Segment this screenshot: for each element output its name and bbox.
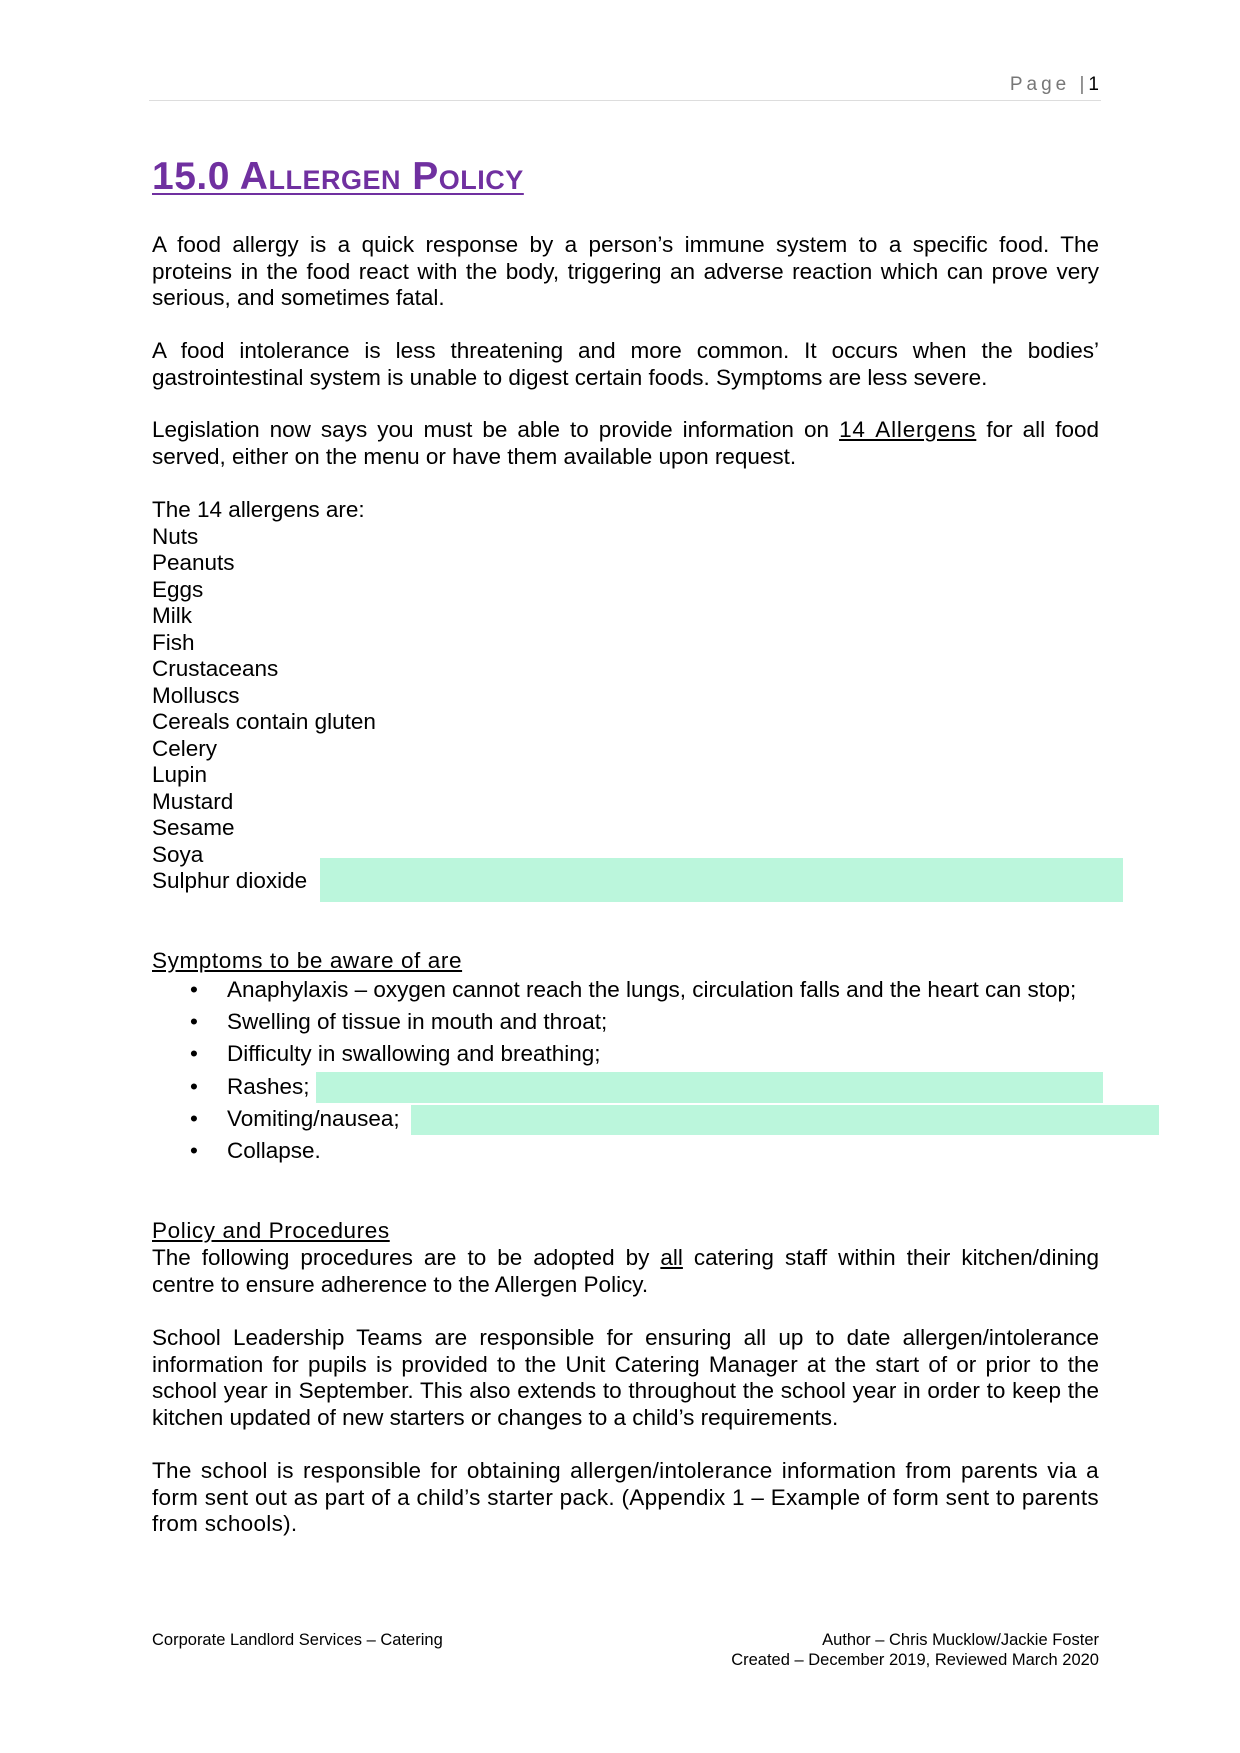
list-item: Fish <box>152 629 195 655</box>
list-item-text: Rashes; <box>227 1073 310 1099</box>
list-item-text: Collapse. <box>227 1137 321 1163</box>
allergen-list <box>152 497 376 895</box>
paragraph-intolerance: A food intolerance is less threatening and more common. It occurs when the bodies’ gastrointestinal system is unable to digest certain foods. Symptoms are less severe. <box>152 338 1099 390</box>
list-item: Soya <box>152 841 204 867</box>
legislation-text: Legislation now says you must be able to provide information on <box>152 417 840 442</box>
footer-left: Corporate Landlord Services – Catering <box>152 1631 443 1649</box>
bullet-icon: • <box>190 1137 198 1163</box>
list-item-text: Vomiting/nausea; <box>227 1105 400 1131</box>
list-item: Cereals contain gluten <box>152 709 376 734</box>
page-number <box>1010 74 1099 96</box>
list-item: Sesame <box>152 815 235 840</box>
list-item-text: Anaphylaxis – oxygen cannot reach the lungs, circulation falls and the heart can stop; <box>227 977 1077 1002</box>
highlight-block <box>411 1105 1159 1135</box>
allergens-link[interactable]: 14 Allergens <box>839 417 977 442</box>
list-item: Lupin <box>152 762 208 787</box>
page-label: Page | <box>1009 74 1089 95</box>
list-item-text: Difficulty in swallowing and breathing; <box>227 1041 601 1067</box>
allergen-intro: The 14 allergens are: <box>152 497 365 522</box>
header-rule <box>149 100 1101 101</box>
list-item: Peanuts <box>152 550 235 575</box>
list-item: Celery <box>152 735 218 761</box>
paragraph-legislation <box>152 417 1099 470</box>
bullet-icon: • <box>190 1041 198 1067</box>
bullet-icon: • <box>190 1073 198 1099</box>
footer-right <box>731 1631 1099 1670</box>
bullet-icon: • <box>190 977 198 1002</box>
procedures-text: The following procedures are to be adopted by <box>152 1245 661 1270</box>
symptoms-heading: Symptoms to be aware of are <box>152 948 463 973</box>
page-title: 15.0 Allergen Policy <box>152 155 524 198</box>
list-item: Molluscs <box>152 682 240 708</box>
list-item: Nuts <box>152 523 199 549</box>
list-item: Milk <box>152 603 192 628</box>
paragraph-allergy: A food allergy is a quick response by a person’s immune system to a specific food. The proteins in the food react with the body, triggering an adverse reaction which can prove very serious, and sometimes fatal. <box>152 232 1099 310</box>
paragraph-school: The school is responsible for obtaining allergen/intolerance information from parents via a form sent out as part of a child’s starter pack. (Appendix 1 – Example of form sent to parents from schools). <box>152 1458 1099 1536</box>
footer-created: Created – December 2019, Reviewed March 2020 <box>731 1650 1099 1669</box>
list-item: Eggs <box>152 576 204 602</box>
highlight-block <box>316 1072 1103 1103</box>
procedures-text-end: catering staff within their kitchen/dining centre to ensure adherence to the Allergen Policy. <box>152 1245 1099 1297</box>
list-item-text: Swelling of tissue in mouth and throat; <box>227 1009 608 1035</box>
footer-author: Author – Chris Mucklow/Jackie Foster <box>822 1631 1099 1649</box>
legislation-text-end: for all food served, either on the menu or have them available upon request. <box>152 417 1099 469</box>
list-item: Sulphur dioxide <box>152 868 308 893</box>
list-item: Mustard <box>152 788 234 814</box>
highlight-block <box>320 858 1123 902</box>
list-item: Crustaceans <box>152 656 279 681</box>
policy-heading: Policy and Procedures <box>152 1218 390 1243</box>
paragraph-procedures <box>152 1245 1099 1298</box>
paragraph-leadership: School Leadership Teams are responsible for ensuring all up to date allergen/intolerance information for pupils is provided to the Unit Catering Manager at the start of or prior to the school year in September. This also extends to throughout the school year in order to keep the kitchen updated of new starters or changes to a child’s requirements. <box>152 1325 1099 1430</box>
bullet-icon: • <box>190 1009 198 1035</box>
page-number-value: 1 <box>1088 74 1099 95</box>
emphasis-all: all <box>660 1245 683 1270</box>
bullet-icon: • <box>190 1105 198 1131</box>
